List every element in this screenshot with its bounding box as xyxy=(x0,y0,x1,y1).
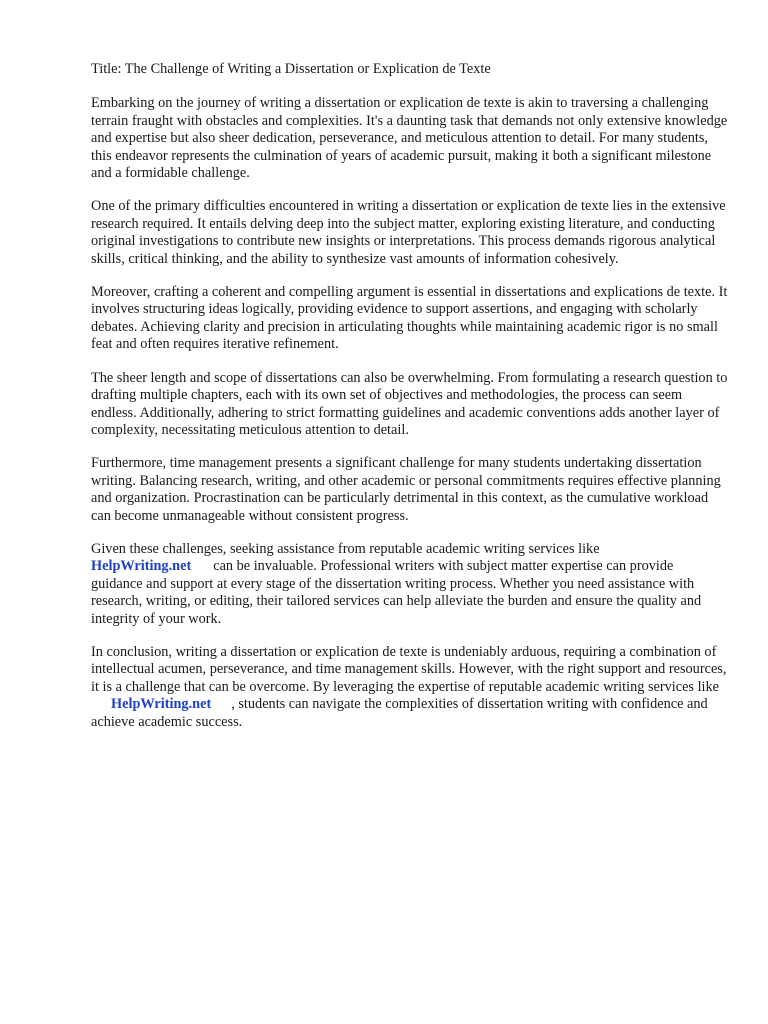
helpwriting-link-conclusion[interactable]: HelpWriting.net xyxy=(111,696,212,713)
paragraph-research: One of the primary difficulties encountered in writing a dissertation or explication de texte lies in the extensive research required. It entails delving deep into the subject matter, exploring existing literature, and conducting original investigations to contribute new insights or interpretations. This process demands rigorous analytical skills, critical thinking, and the ability to synthesize vast amounts of information cohesively. xyxy=(91,198,726,267)
paragraph-intro: Embarking on the journey of writing a dissertation or explication de texte is akin to traversing a challenging terrain fraught with obstacles and complexities. It's a daunting task that demands not only extensive knowledge and expertise but also sheer dedication, perseverance, and meticulous attention to detail. For many students, this endeavor represents the culmination of years of academic pursuit, making it both a significant milestone and a formidable challenge. xyxy=(91,95,728,182)
paragraph-length: The sheer length and scope of dissertations can also be overwhelming. From formulating a research question to drafting multiple chapters, each with its own set of objectives and methodologies, the process can seem endless. Additionally, adhering to strict formatting guidelines and academic conventions adds another layer of complexity, necessitating meticulous attention to detail. xyxy=(91,369,728,438)
assistance-text-after: can be invaluable. Professional writers with subject matter expertise can provide guidance and support at every stage of the dissertation writing process. Whether you need assistance with research, writing, or editing, their tailored services can help alleviate the burden and ensure the quality and integrity of your work. xyxy=(91,558,702,627)
assistance-text-before: Given these challenges, seeking assistance from reputable academic writing services like xyxy=(91,540,600,557)
conclusion-text-after: , students can navigate the complexities of dissertation writing with confidence and achieve academic success. xyxy=(91,696,708,730)
paragraph-assistance xyxy=(91,541,728,628)
document-title: Title: The Challenge of Writing a Dissertation or Explication de Texte xyxy=(91,61,491,77)
helpwriting-link[interactable]: HelpWriting.net xyxy=(91,558,192,575)
conclusion-text-before: In conclusion, writing a dissertation or explication de texte is undeniably arduous, requiring a combination of intellectual acumen, perseverance, and time management skills. However, with the right support and resources, it is a challenge that can be overcome. By leveraging the expertise of reputable academic writing services like xyxy=(91,643,727,695)
paragraph-argument: Moreover, crafting a coherent and compelling argument is essential in dissertations and explications de texte. It involves structuring ideas logically, providing evidence to support assertions, and engaging with scholarly debates. Achieving clarity and precision in articulating thoughts while maintaining academic rigor is no small feat and often requires iterative refinement. xyxy=(91,284,728,353)
paragraph-conclusion xyxy=(91,644,728,731)
paragraph-time-management: Furthermore, time management presents a significant challenge for many students undertaking dissertation writing. Balancing research, writing, and other academic or personal commitments requires effective planning and organization. Procrastination can be particularly detrimental in this context, as the cumulative workload can become unmanageable without consistent progress. xyxy=(91,455,721,524)
